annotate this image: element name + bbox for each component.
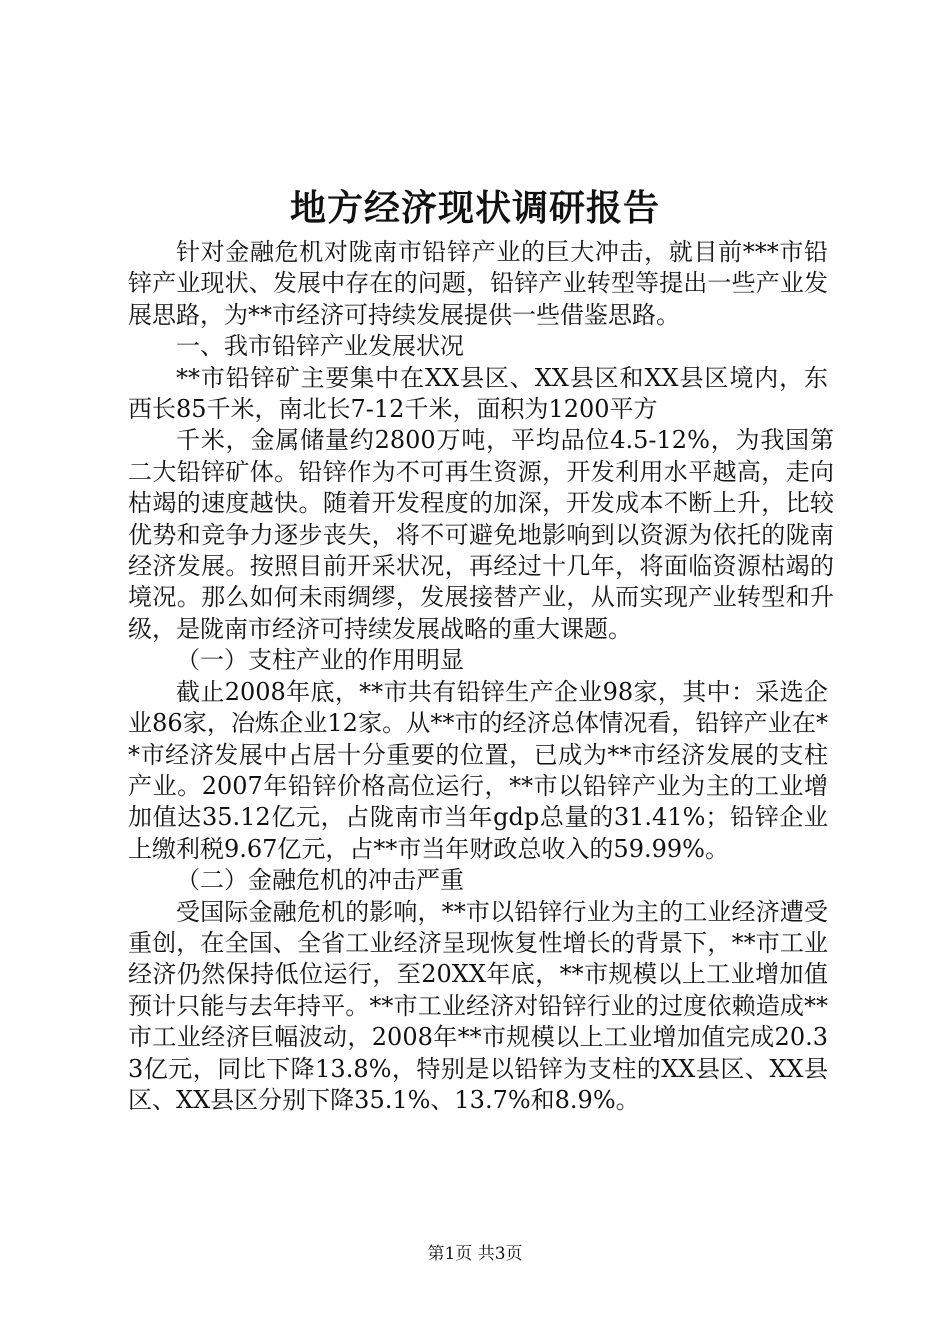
- document-title: 地方经济现状调研报告: [289, 187, 660, 229]
- subsection-1-paragraph: 截止2008年底，**市共有铅锌生产企业98家，其中：采选企业86家，冶炼企业12家。从**市的经济总体情况看，铅锌产业在**市经济发展中占居十分重要的位置，已成为**市经济发展的支柱产业。2007年铅锌价格高位运行，**市以铅锌产业为主的工业增加值达35.12亿元，占陇南市当年gdp总量的31.41%；铅锌企业上缴利税9.67亿元，占**市当年财政总收入的59.99%。: [128, 677, 828, 863]
- document-body: [128, 237, 834, 1116]
- subsection-2-paragraph: 受国际金融危机的影响，**市以铅锌行业为主的工业经济遭受重创，在全国、全省工业经济呈现恢复性增长的背景下，**市工业经济仍然保持低位运行，至20XX年底，**市规模以上工业增加值预计只能与去年持平。**市工业经济对铅锌行业的过度依赖造成**市工业经济巨幅波动，2008年**市规模以上工业增加值完成20.33亿元，同比下降13.8%，特别是以铅锌为支柱的XX县区、XX县区、XX县区分别下降35.1%、13.7%和8.9%。: [128, 897, 828, 1114]
- subsection-1-heading: （一）支柱产业的作用明显: [176, 646, 464, 675]
- page-number-footer: 第1页 共3页: [427, 1244, 523, 1264]
- section-1-heading: 一、我市铅锌产业发展状况: [176, 332, 464, 361]
- intro-paragraph: 针对金融危机对陇南市铅锌产业的巨大冲击，就目前***市铅锌产业现状、发展中存在的问题，铅锌产业转型等提出一些产业发展思路，为**市经济可持续发展提供一些借鉴思路。: [128, 238, 828, 329]
- section-1-paragraph-1: **市铅锌矿主要集中在XX县区、XX县区和XX县区境内，东西长85千米，南北长7-12千米，面积为1200平方: [128, 363, 828, 424]
- section-1-paragraph-2: 千米，金属储量约2800万吨，平均品位4.5-12%，为我国第二大铅锌矿体。铅锌作为不可再生资源，开发利用水平越高，走向枯竭的速度越快。随着开发程度的加深，开发成本不断上升，比较优势和竞争力逐步丧失，将不可避免地影响到以资源为依托的陇南经济发展。按照目前开采状况，再经过十几年，将面临资源枯竭的境况。那么如何未雨绸缪，发展接替产业，从而实现产业转型和升级，是陇南市经济可持续发展战略的重大课题。: [128, 426, 834, 643]
- subsection-2-heading: （二）金融危机的冲击严重: [176, 866, 464, 895]
